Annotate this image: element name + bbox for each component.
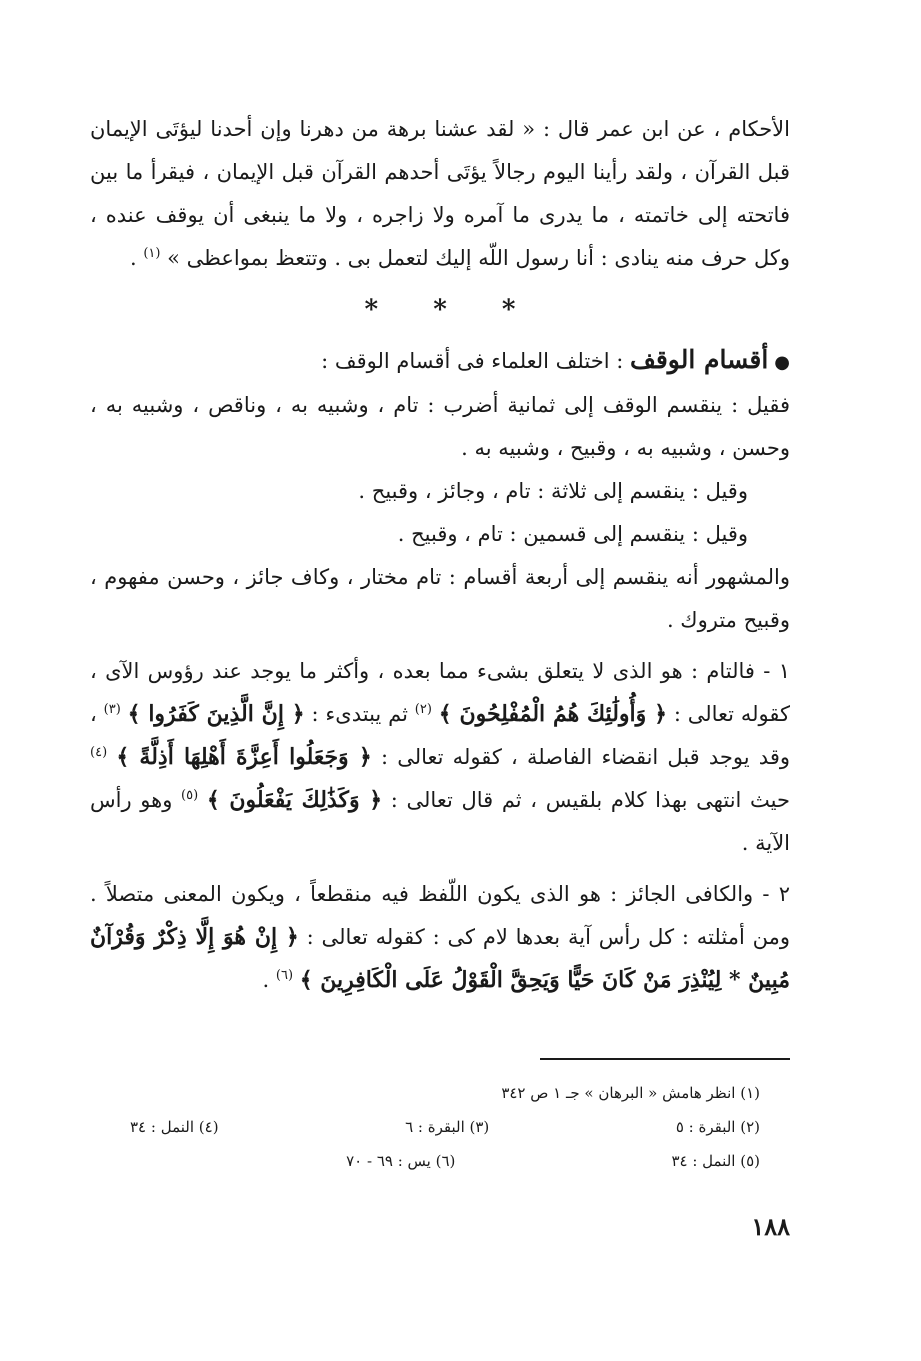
footnote-ref: (٥) <box>181 788 199 803</box>
footnote-ref: (٦) <box>275 968 294 983</box>
paragraph-text: ١ - فالتام : هو الذى لا يتعلق بشىء مما بعده ، وأكثر ما يوجد عند رؤوس الآى ، كقوله تعالى : <box>90 659 790 726</box>
paragraph-kafi <box>90 873 790 1002</box>
paragraph-three-types: وقيل : ينقسم إلى ثلاثة : تام ، وجائز ، وقبيح . <box>358 479 748 503</box>
paragraph-tam <box>90 650 790 865</box>
paragraph-four-types: والمشهور أنه ينقسم إلى أربعة أقسام : تام مختار ، وكاف جائز ، وحسن مفهوم ، وقبيح متروك . <box>90 565 790 632</box>
period: . <box>129 246 137 270</box>
footnote-row <box>130 1076 760 1110</box>
footnote-3: (٣) البقرة : ٦ <box>405 1118 490 1136</box>
footnote-row <box>130 1144 760 1178</box>
footnote-6: (٦) يس : ٦٩ - ٧٠ <box>346 1152 456 1170</box>
paragraph-eight-types: فقيل : ينقسم الوقف إلى ثمانية أضرب : تام ، وشبيه به ، وناقص ، وشبيه به ، وحسن ، وشبيه به ، وقبيح ، وشبيه به . <box>90 393 790 460</box>
quran-quote: ﴿ وَكَذَٰلِكَ يَفْعَلُونَ ﴾ <box>206 787 383 813</box>
period: . <box>262 968 270 992</box>
footnote-ref: (٢) <box>414 702 432 717</box>
footnotes <box>130 1076 760 1178</box>
main-text <box>90 108 790 1002</box>
footnote-ref: (٤) <box>90 745 108 760</box>
paragraph-text: ثم يبتدىء : <box>311 702 408 726</box>
footnote-row <box>130 1110 760 1144</box>
section-heading: أقسام الوقف <box>629 345 769 374</box>
footnote-1: (١) انظر هامش « البرهان » جـ ١ ص ٣٤٢ <box>501 1084 760 1102</box>
heading-continuation: : اختلف العلماء فى أقسام الوقف : <box>321 349 624 373</box>
section-separator: * * * <box>364 295 516 325</box>
paragraph-text: ، وقد يوجد قبل انقضاء الفاصلة ، كقوله تعالى : <box>90 702 790 769</box>
footnote-4: (٤) النمل : ٣٤ <box>130 1118 219 1136</box>
section-heading-line <box>90 338 790 384</box>
paragraph-ibn-umar <box>90 108 790 280</box>
paragraph-text: وهو رأس الآية . <box>90 788 790 855</box>
footnote-ref: (١) <box>143 246 161 261</box>
paragraph-text: ٢ - والكافى الجائز : هو الذى يكون اللّفظ فيه منقطعاً ، ويكون المعنى متصلاً . ومن أمثلته : كل رأس آية بعدها لام كى : كقوله تعالى : <box>90 882 790 949</box>
quran-quote: ﴿ وَجَعَلُوا أَعِزَّةَ أَهْلِهَا أَذِلَّةً ﴾ <box>116 744 372 770</box>
bullet-icon: ● <box>774 352 790 373</box>
quran-quote: ﴿ إِنْ هُوَ إِلَّا ذِكْرٌ وَقُرْآنٌ مُبِينٌ * لِيُنْذِرَ مَنْ كَانَ حَيًّا وَيَحِقَّ الْقَوْلُ عَلَى الْكَافِرِينَ ﴾ <box>90 924 790 993</box>
footnote-2: (٢) البقرة : ٥ <box>675 1118 760 1136</box>
page-number: ١٨٨ <box>751 1212 790 1241</box>
footnote-5: (٥) النمل : ٣٤ <box>671 1152 760 1170</box>
quran-quote: ﴿ وَأُولَٰئِكَ هُمُ الْمُفْلِحُونَ ﴾ <box>438 701 667 727</box>
paragraph-text: الأحكام ، عن ابن عمر قال : « لقد عشنا برهة من دهرنا وإن أحدنا ليؤتَى الإيمان قبل القرآن ، ولقد رأينا اليوم رجالاً يؤتَى أحدهم القرآن قبل الإيمان ، فيقرأ ما بين فاتحته إلى خاتمته ، ما يدرى ما آمره ولا زاجره ، ولا ما ينبغى أن يوقف عنده ، وكل حرف منه ينادى : أنا رسول اللّه إليك لتعمل بى . وتتعظ بمواعظى » <box>90 117 790 270</box>
footnote-ref: (٣) <box>103 702 121 717</box>
quran-quote: ﴿ إِنَّ الَّذِينَ كَفَرُوا ﴾ <box>127 701 305 727</box>
footnote-divider <box>540 1058 790 1060</box>
paragraph-two-types: وقيل : ينقسم إلى قسمين : تام ، وقبيح . <box>397 522 748 546</box>
paragraph-text: حيث انتهى بهذا كلام بلقيس ، ثم قال تعالى : <box>390 788 790 812</box>
